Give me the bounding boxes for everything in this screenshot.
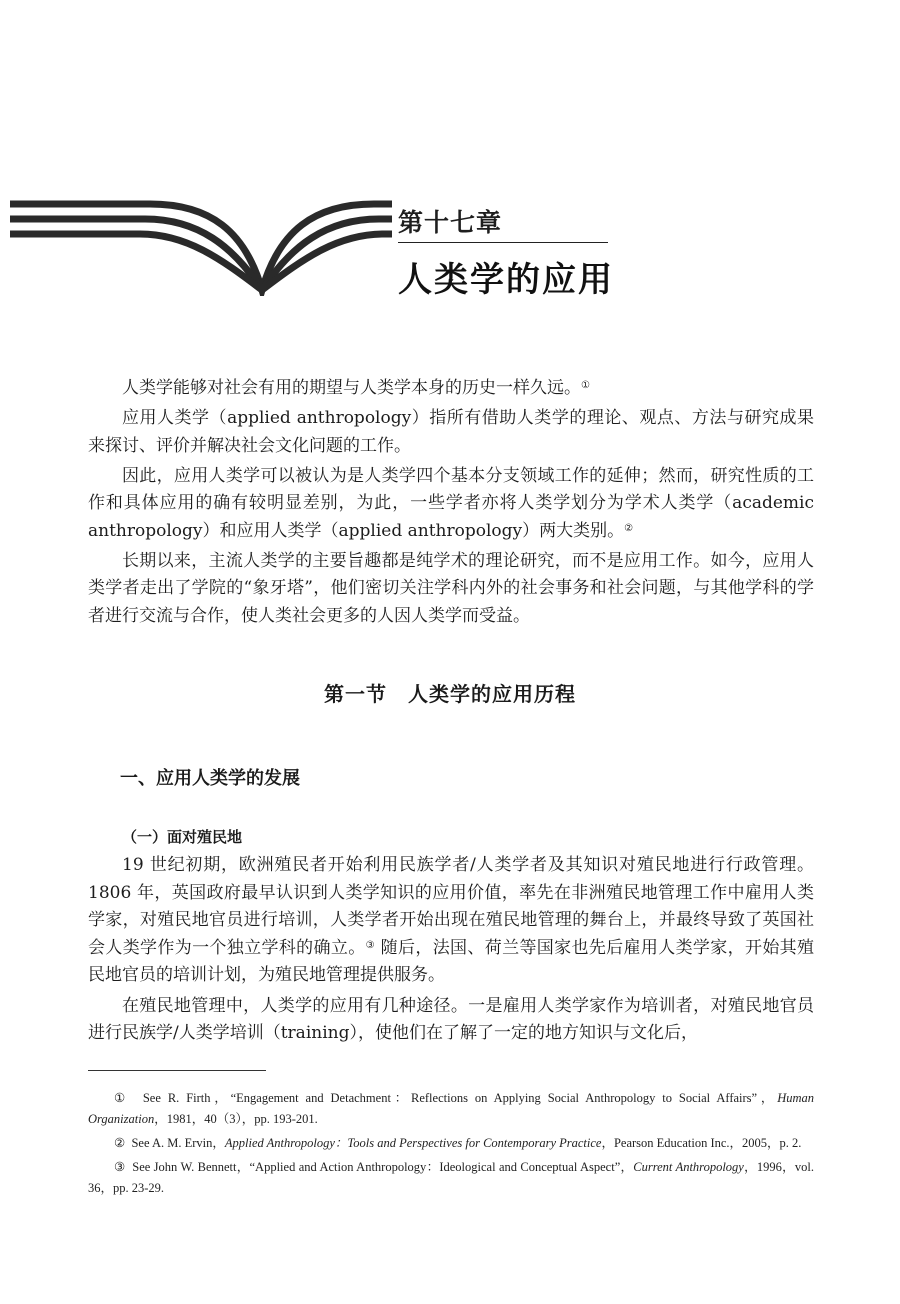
paragraph: 因此，应用人类学可以被认为是人类学四个基本分支领域工作的延伸；然而，研究性质的工作和具体应用的确有较明显差别，为此，一些学者亦将人类学划分为学术人类学（academic anthropology）和应用人类学（applied anthropology）两大类别。② bbox=[88, 465, 814, 541]
footnote-mark: ② bbox=[114, 1136, 126, 1150]
subsection-title: 一、应用人类学的发展 bbox=[120, 768, 300, 789]
footnote: ① See R. Firth，“Engagement and Detachment：Reflections on Applying Social Anthropology to Social Affairs”，Human Organization，1981，40（3），pp. 193-201. bbox=[88, 1091, 814, 1126]
footnote: ③ See John W. Bennett，“Applied and Action Anthropology：Ideological and Conceptual Aspect”，Current Anthropology，1996，vol. 36，pp. 23-29. bbox=[88, 1160, 814, 1195]
paragraph: 19 世纪初期，欧洲殖民者开始利用民族学者/人类学者及其知识对殖民地进行行政管理。1806 年，英国政府最早认识到人类学知识的应用价值，率先在非洲殖民地管理工作中雇用人类学家，对殖民地官员进行培训，人类学者开始出现在殖民地管理的舞台上，并最终导致了英国社会人类学作为一个独立学科的确立。③ 随后，法国、荷兰等国家也先后雇用人类学家，开始其殖民地官员的培训计划，为殖民地管理提供服务。 bbox=[88, 855, 815, 985]
history-text bbox=[88, 852, 814, 1051]
footnote-ref[interactable]: ② bbox=[624, 522, 634, 534]
footnote-mark: ① bbox=[114, 1091, 130, 1105]
chapter-number: 第十七章 bbox=[398, 208, 503, 237]
footnote-divider bbox=[88, 1070, 266, 1071]
footnotes bbox=[88, 1088, 814, 1202]
footnote-ref[interactable]: ① bbox=[581, 380, 590, 391]
footnote-ref[interactable]: ③ bbox=[365, 939, 375, 951]
footnote-mark: ③ bbox=[114, 1160, 126, 1174]
paragraph: 长期以来，主流人类学的主要旨趣都是纯学术的理论研究，而不是应用工作。如今，应用人类学者走出了学院的“象牙塔”，他们密切关注学科内外的社会事务和社会问题，与其他学科的学者进行交流与合作，使人类社会更多的人因人类学而受益。 bbox=[88, 550, 814, 626]
paragraph: 在殖民地管理中，人类学的应用有几种途径。一是雇用人类学家作为培训者，对殖民地官员进行民族学/人类学培训（training），使他们在了解了一定的地方知识与文化后， bbox=[88, 995, 814, 1043]
footnote: ② See A. M. Ervin，Applied Anthropology：Tools and Perspectives for Contemporary Practice，Pearson Education Inc.，2005，p. 2. bbox=[114, 1136, 802, 1150]
chapter-title: 人类学的应用 bbox=[398, 260, 614, 300]
section-title: 第一节 人类学的应用历程 bbox=[324, 682, 576, 706]
chapter-divider bbox=[398, 242, 608, 243]
paragraph: 人类学能够对社会有用的期望与人类学本身的历史一样久远。① bbox=[122, 378, 590, 398]
subsubsection-title: （一）面对殖民地 bbox=[122, 828, 243, 846]
intro-text bbox=[88, 375, 814, 633]
paragraph: 应用人类学（applied anthropology）指所有借助人类学的理论、观点、方法与研究成果来探讨、评价并解决社会文化问题的工作。 bbox=[88, 408, 814, 456]
chapter-ornament bbox=[0, 196, 400, 296]
